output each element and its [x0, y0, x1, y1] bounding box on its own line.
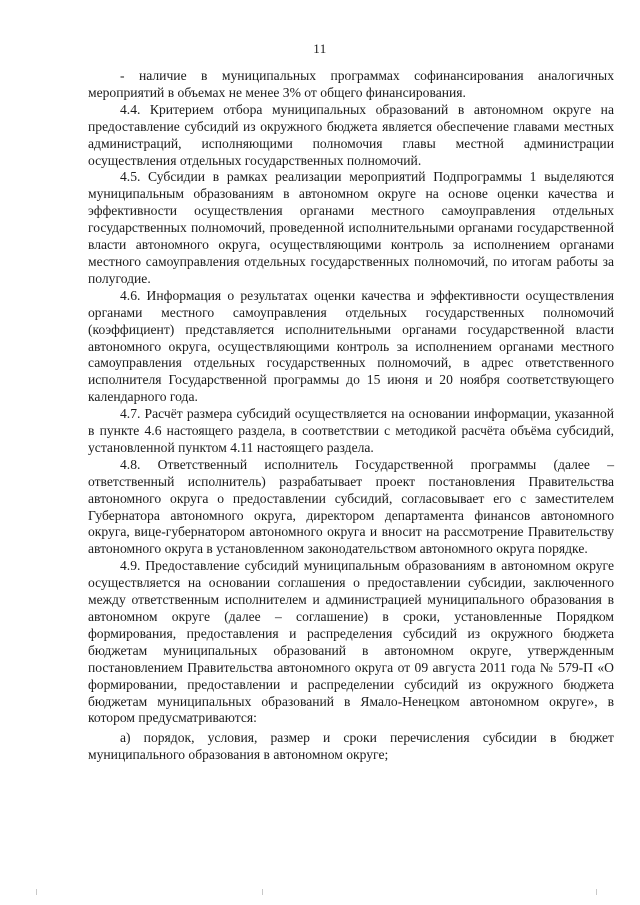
- scan-mark: [36, 889, 37, 895]
- paragraph-4-8: 4.8. Ответственный исполнитель Государственной программы (далее – ответственный исполнитель) разрабатывает проект постановления Правительства автономного округа о предоставлении субсидий, согласовывает его с заместителем Губернатора автономного округа, директором департамента финансов автономного округа, вице-губернатором автономного округа и вносит на рассмотрение Правительству автономного округа в установленном законодательством автономного округа порядке.: [88, 456, 614, 557]
- paragraph-4-5: 4.5. Субсидии в рамках реализации мероприятий Подпрограммы 1 выделяются муниципальным образованиям в автономном округе на основе оценки качества и эффективности осуществления органами местного самоуправления отдельных государственных полномочий, проведенной исполнительными органами государственной власти автономного округа, осуществляющими контроль за исполнением органами местного самоуправления отдельных государственных полномочий, по итогам работы за полугодие.: [88, 169, 614, 286]
- paragraph-4-7: 4.7. Расчёт размера субсидий осуществляется на основании информации, указанной в пункте 4.6 настоящего раздела, в соответствии с методикой расчёта объёма субсидий, установленной пунктом 4.11 настоящего раздела.: [88, 406, 614, 455]
- paragraph-4-9: 4.9. Предоставление субсидий муниципальным образованиям в автономном округе осуществляется на основании соглашения о предоставлении субсидии, заключенного между ответственным исполнителем и администрацией муниципального образования в автономном округе (далее – соглашение) в сроки, установленные Порядком формирования, предоставления и распределения субсидий из окружного бюджета бюджетам муниципальных образований в автономном округе, утвержденным постановлением Правительства автономного округа от 09 августа 2011 года № 579-П «О формировании, предоставлении и распределении субсидий из окружного бюджета бюджетам муниципальных образований в Ямало-Ненецком автономном округе», в котором предусматриваются:: [88, 558, 614, 726]
- scan-edge-marks: [0, 889, 640, 895]
- paragraph-4-6: 4.6. Информация о результатах оценки качества и эффективности осуществления органами местного самоуправления отдельных государственных полномочий (коэффициент) представляется исполнительными органами государственной власти автономного округа, осуществляющими контроль за исполнением органами местного самоуправления отдельных государственных полномочий, в адрес ответственного исполнителя Государственной программы до 15 июня и 20 ноября соответствующего календарного года.: [88, 287, 614, 405]
- page-number: 11: [313, 41, 327, 56]
- document-body: [88, 68, 614, 764]
- scan-mark: [262, 889, 263, 895]
- paragraph-4-4: 4.4. Критерием отбора муниципальных образований в автономном округе на предоставление субсидий из окружного бюджета является обеспечение главами местных администраций, исполняющими полномочия главы местной администрации осуществления отдельных государственных полномочий.: [88, 101, 614, 168]
- paragraph-cofinancing-condition: - наличие в муниципальных программах софинансирования аналогичных мероприятий в объемах не менее 3% от общего финансирования.: [88, 68, 614, 100]
- paragraph-item-a: а) порядок, условия, размер и сроки перечисления субсидии в бюджет муниципального образования в автономном округе;: [88, 730, 614, 763]
- scan-mark: [596, 889, 597, 895]
